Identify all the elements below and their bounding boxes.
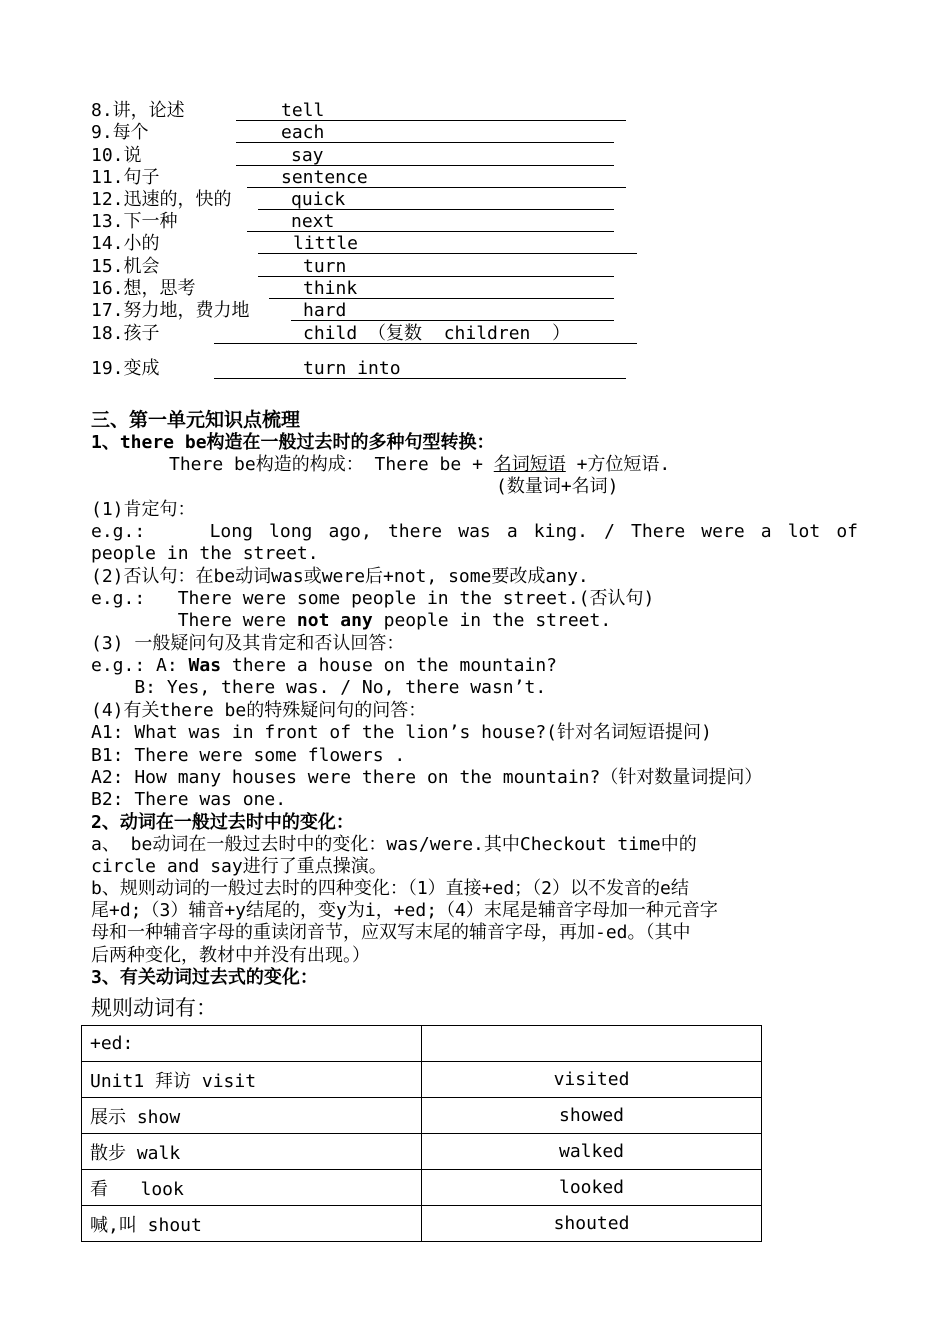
- table-cell-verb: 展示 show: [82, 1098, 422, 1134]
- table-row: [82, 1098, 762, 1134]
- vocab-item-9: [91, 122, 651, 144]
- table-cell-past: walked: [422, 1134, 762, 1170]
- negative-example-bold: not any: [296, 610, 373, 631]
- vocab-english: say: [291, 145, 324, 166]
- verb-change-b-line3: 母和一种辅音字母的重读闭音节，应双写末尾的辅音字母，再加-ed。（其中: [91, 922, 691, 943]
- vocab-english: child （复数 children ）: [303, 323, 571, 344]
- table-cell-verb: Unit1 拜访 visit: [82, 1062, 422, 1098]
- question-example-post: there a house on the mountain?: [221, 655, 558, 676]
- vocab-chinese: 10.说: [91, 145, 142, 166]
- affirmative-example-line1: e.g.: Long long ago, there was a king. / There were a lot of: [91, 521, 858, 542]
- table-cell-past: showed: [422, 1098, 762, 1134]
- vocab-chinese: 18.孩子: [91, 323, 160, 344]
- question-example-bold: Was: [188, 655, 222, 676]
- subheading-there-be: 1、there be构造在一般过去时的多种句型转换：: [91, 432, 495, 453]
- vocab-english: quick: [291, 189, 346, 210]
- structure-formula: [169, 454, 670, 476]
- table-cell-past: looked: [422, 1170, 762, 1206]
- negative-example-line1: e.g.: There were some people in the street.(否认句): [91, 588, 655, 609]
- verb-table: [81, 1025, 762, 1242]
- vocab-item-17: [91, 300, 651, 322]
- vocab-english: each: [281, 122, 325, 143]
- verb-change-b-line2: 尾+d;（3）辅音+y结尾的，变y为i，+ed;（4）末尾是辅音字母加一种元音字: [91, 900, 718, 921]
- vocab-chinese: 11.句子: [91, 167, 160, 188]
- vocab-item-16: [91, 278, 651, 300]
- table-header-cell: +ed:: [82, 1026, 422, 1062]
- verb-change-b-line4: 后两种变化，教材中并没有出现。）: [91, 945, 370, 966]
- vocab-english: turn into: [303, 358, 401, 379]
- special-question-b2: B2: There was one.: [91, 789, 287, 810]
- structure-note: (数量词+名词): [496, 476, 619, 497]
- negative-example-post: people in the street.: [372, 610, 612, 631]
- table-row: [82, 1062, 762, 1098]
- vocab-chinese: 16.想，思考: [91, 278, 196, 299]
- negative-example-line2: [91, 610, 611, 632]
- verb-change-a-line2: circle and say进行了重点操演。: [91, 856, 387, 877]
- table-cell-past: shouted: [422, 1206, 762, 1242]
- vocab-item-14: [91, 233, 651, 255]
- vocab-chinese: 9.每个: [91, 122, 149, 143]
- table-row: [82, 1170, 762, 1206]
- table-cell-verb: 看 look: [82, 1170, 422, 1206]
- table-cell-verb: 喊,叫 shout: [82, 1206, 422, 1242]
- verb-change-b-line1: b、规则动词的一般过去时的四种变化：（1）直接+ed；（2）以不发音的e结: [91, 878, 689, 899]
- vocab-chinese: 15.机会: [91, 256, 160, 277]
- subheading-past-tense: 3、有关动词过去式的变化：: [91, 967, 318, 988]
- vocab-chinese: 19.变成: [91, 358, 160, 379]
- affirmative-label: (1)肯定句：: [91, 499, 196, 520]
- affirmative-example-line2: people in the street.: [91, 543, 319, 564]
- structure-text-a: There be构造的构成： There be +: [169, 454, 494, 475]
- vocab-item-13: [91, 211, 651, 233]
- vocab-english: hard: [303, 300, 347, 321]
- structure-text-b: +方位短语.: [565, 454, 671, 475]
- vocab-english: turn: [303, 256, 347, 277]
- special-question-label: (4)有关there be的特殊疑问句的问答：: [91, 700, 427, 721]
- vocab-chinese: 14.小的: [91, 233, 160, 254]
- verb-change-a-line1: a、 be动词在一般过去时中的变化：was/were.其中Checkout time中的: [91, 834, 697, 855]
- vocab-chinese: 12.迅速的，快的: [91, 189, 232, 210]
- vocab-item-12: [91, 189, 651, 211]
- table-cell-verb: 散步 walk: [82, 1134, 422, 1170]
- vocab-chinese: 13.下一种: [91, 211, 178, 232]
- table-row: [82, 1134, 762, 1170]
- vocab-english: think: [303, 278, 358, 299]
- negative-label: (2)否认句：在be动词was或were后+not, some要改成any.: [91, 566, 589, 587]
- special-question-a1: A1: What was in front of the lion’s house?(针对名词短语提问): [91, 722, 712, 743]
- question-example-b: B: Yes, there was. / No, there wasn’t.: [91, 677, 547, 698]
- section-title: 三、第一单元知识点梳理: [91, 409, 301, 431]
- question-label: (3) 一般疑问句及其肯定和否认回答：: [91, 633, 405, 654]
- special-question-b1: B1: There were some flowers .: [91, 745, 406, 766]
- vocab-chinese: 17.努力地，费力地: [91, 300, 250, 321]
- question-example-a: [91, 655, 557, 677]
- table-cell-past: visited: [422, 1062, 762, 1098]
- vocab-item-19: [91, 358, 651, 380]
- vocab-english: next: [291, 211, 335, 232]
- negative-example-pre: There were: [91, 610, 297, 631]
- vocab-item-18: [91, 323, 651, 345]
- subheading-verb-change: 2、动词在一般过去时中的变化：: [91, 812, 354, 833]
- vocab-chinese: 8.讲，论述: [91, 100, 185, 121]
- table-header-cell-empty: [422, 1026, 762, 1062]
- table-row: [82, 1026, 762, 1062]
- vocab-item-15: [91, 256, 651, 278]
- vocab-english: tell: [281, 100, 325, 121]
- regular-verbs-label: 规则动词有：: [91, 996, 217, 1020]
- structure-noun-phrase: 名词短语: [493, 454, 566, 475]
- special-question-a2: A2: How many houses were there on the mountain?（针对数量词提问）: [91, 767, 763, 788]
- vocab-english: sentence: [281, 167, 368, 188]
- answer-blank: [214, 358, 626, 379]
- vocab-english: little: [293, 233, 359, 254]
- vocab-item-11: [91, 167, 651, 189]
- question-example-pre: e.g.: A:: [91, 655, 189, 676]
- vocab-item-10: [91, 145, 651, 167]
- vocab-item-8: [91, 100, 651, 122]
- table-row: [82, 1206, 762, 1242]
